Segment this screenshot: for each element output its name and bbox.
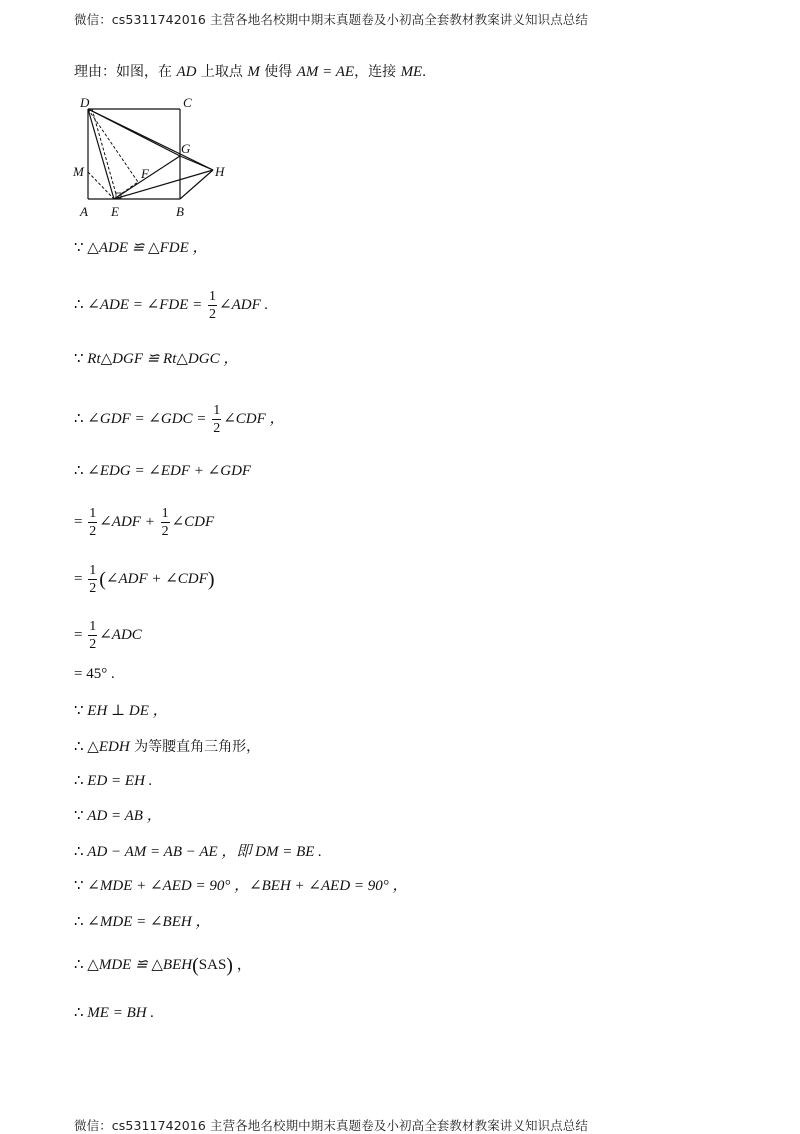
- therefore-symbol: ∴: [74, 739, 88, 755]
- fraction-half: [212, 402, 221, 437]
- angle-adf-plus: ∠ADF +: [99, 513, 159, 530]
- fraction-numerator: 1: [161, 506, 169, 521]
- ad-equals-ab: AD = AB ，: [87, 808, 162, 824]
- equals-45-degrees: = 45° .: [74, 666, 115, 682]
- label-g: G: [181, 141, 191, 156]
- fraction-numerator: 1: [89, 506, 97, 521]
- intro-text-4: ，连接: [354, 64, 401, 80]
- congruence-ade-fde: △ADE ≌ △FDE ，: [87, 240, 208, 256]
- proof-line-8: [74, 618, 142, 653]
- congruence-dgf-dgc: Rt△DGF ≌ Rt△DGC ，: [87, 351, 239, 367]
- proof-line-5: [74, 461, 251, 481]
- angle-adc: ∠ADC: [99, 626, 142, 643]
- label-c: C: [183, 95, 192, 110]
- therefore-symbol: ∴: [74, 957, 88, 973]
- congruence-mde-beh: △MDE ≌ △BEH: [87, 957, 193, 973]
- fraction-numerator: 1: [89, 563, 97, 578]
- proof-line-3: [74, 349, 238, 369]
- fraction-numerator: 1: [209, 289, 216, 304]
- proof-line-9: [74, 664, 115, 684]
- segment-dh: [88, 109, 213, 170]
- proof-line-4: [74, 402, 285, 437]
- angle-equation-left: ∠ADE = ∠FDE =: [87, 296, 206, 313]
- proof-line-15: [74, 876, 408, 896]
- fraction-half: [88, 505, 97, 540]
- equals-sign: =: [74, 570, 87, 587]
- segment-ad: AD: [176, 64, 197, 80]
- equals-sign: =: [74, 513, 87, 530]
- page-footer: 微信：cs5311742016 主营各地名校期中期末真题卷及小初高全套教材教案讲义知识点总结: [74, 1118, 588, 1133]
- angle-sum-inner: ∠ADF + ∠CDF: [105, 570, 208, 587]
- angle-sum-edg: ∠EDG = ∠EDF + ∠GDF: [87, 463, 252, 479]
- fraction-numerator: 1: [89, 619, 97, 634]
- because-symbol: ∵: [74, 808, 88, 824]
- angle-cdf: ∠CDF: [171, 513, 215, 530]
- fraction-half: [161, 505, 170, 540]
- sas-label: SAS: [198, 957, 227, 973]
- right-paren: ): [226, 954, 233, 977]
- because-symbol: ∵: [74, 703, 88, 719]
- dm-equals-be: AD − AM = AB − AE ，即 DM = BE .: [87, 844, 322, 860]
- proof-line-1: [74, 238, 208, 258]
- ed-equals-eh: ED = EH .: [87, 773, 153, 789]
- intro-line: [74, 62, 426, 82]
- label-e: E: [111, 204, 119, 219]
- fraction-denominator: 2: [161, 524, 169, 539]
- label-f: F: [141, 166, 149, 181]
- comma: ，: [232, 957, 252, 973]
- therefore-symbol: ∴: [74, 1005, 88, 1021]
- fraction-half: [88, 562, 97, 597]
- proof-line-7: [74, 562, 214, 597]
- intro-text-5: .: [422, 64, 426, 80]
- perpendicular-eh-de: EH ⊥ DE ，: [87, 703, 168, 719]
- because-symbol: ∵: [74, 240, 88, 256]
- fraction-half: [208, 288, 217, 323]
- angle-cdf: ∠CDF ，: [223, 410, 285, 427]
- intro-text-2: 上取点: [196, 64, 248, 80]
- therefore-symbol: ∴: [74, 410, 88, 427]
- intro-text-1: 理由：如图，在: [74, 64, 177, 80]
- because-symbol: ∵: [74, 878, 88, 894]
- fraction-numerator: 1: [213, 403, 221, 418]
- equation-am-ae: AM = AE: [296, 64, 355, 80]
- proof-line-10: [74, 701, 168, 721]
- proof-line-18: [74, 1003, 154, 1023]
- label-h: H: [215, 164, 225, 179]
- proof-line-13: [74, 806, 162, 826]
- label-b: B: [176, 204, 184, 219]
- proof-line-14: [74, 842, 322, 862]
- fraction-denominator: 2: [209, 307, 216, 322]
- segment-eh: [114, 170, 213, 199]
- angle-mde-equals-beh: ∠MDE = ∠BEH ，: [87, 914, 211, 930]
- segment-me: ME: [400, 64, 423, 80]
- angle-adf: ∠ADF .: [219, 296, 269, 313]
- geometry-figure: [70, 94, 240, 222]
- angle-sums-90: ∠MDE + ∠AED = 90° ，∠BEH + ∠AED = 90° ，: [87, 878, 408, 894]
- fraction-denominator: 2: [89, 581, 97, 596]
- therefore-symbol: ∴: [74, 296, 88, 313]
- right-paren: ): [207, 568, 215, 591]
- proof-line-2: [74, 288, 268, 323]
- proof-line-12: [74, 771, 152, 791]
- equals-sign: =: [74, 626, 87, 643]
- triangle-edh: △EDH: [87, 739, 130, 755]
- left-paren: (: [99, 568, 106, 591]
- isosceles-right-text: 为等腰直角三角形，: [129, 739, 261, 755]
- label-d: D: [80, 95, 90, 110]
- therefore-symbol: ∴: [74, 914, 88, 930]
- fraction-half: [88, 618, 97, 653]
- page-header: 微信：cs5311742016 主营各地名校期中期末真题卷及小初高全套教材教案讲义知识点总结: [74, 12, 588, 27]
- segment-de: [88, 109, 114, 199]
- intro-text-3: 使得: [259, 64, 297, 80]
- me-equals-bh: ME = BH .: [87, 1005, 155, 1021]
- angle-equation-left: ∠GDF = ∠GDC =: [87, 410, 211, 427]
- proof-line-6: [74, 505, 214, 540]
- proof-line-17: [74, 955, 252, 976]
- label-m: M: [73, 164, 84, 179]
- segment-gh: [180, 156, 213, 170]
- therefore-symbol: ∴: [74, 844, 88, 860]
- point-m: M: [247, 64, 260, 80]
- proof-line-11: [74, 737, 260, 757]
- fraction-denominator: 2: [213, 421, 221, 436]
- fraction-denominator: 2: [89, 524, 97, 539]
- therefore-symbol: ∴: [74, 463, 88, 479]
- because-symbol: ∵: [74, 351, 88, 367]
- fraction-denominator: 2: [89, 637, 97, 652]
- therefore-symbol: ∴: [74, 773, 88, 789]
- left-paren: (: [192, 954, 199, 977]
- proof-line-16: [74, 912, 210, 932]
- label-a: A: [80, 204, 88, 219]
